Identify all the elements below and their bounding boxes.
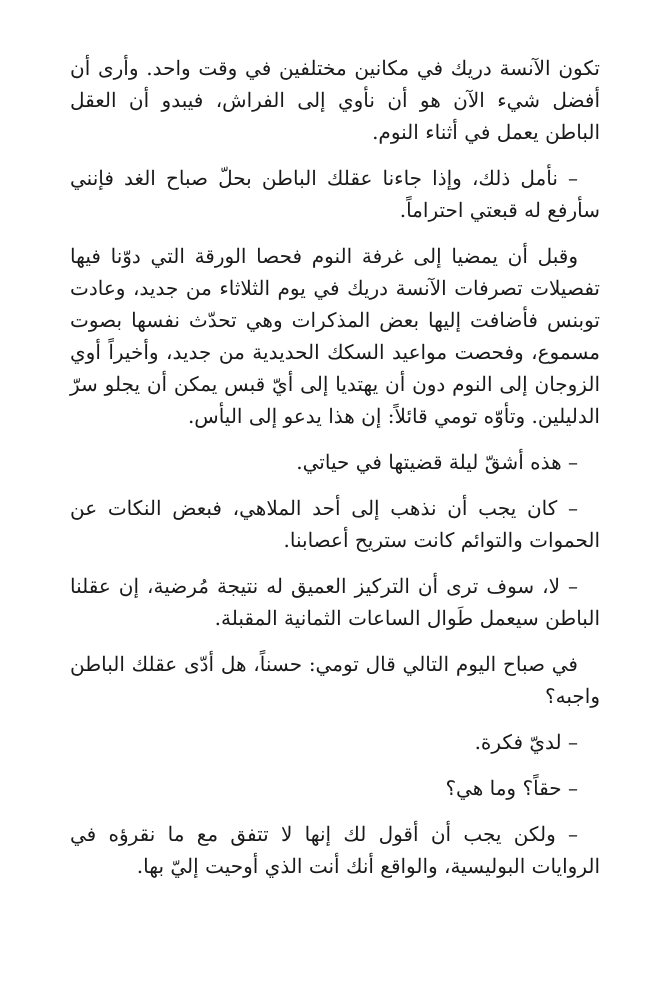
paragraph: تكون الآنسة دريك في مكانين مختلفين في وقت واحد. وأرى أن أفضل شيء الآن هو أن نأوي إلى الفراش، فيبدو أن العقل الباطن يعمل في أثناء النوم. [70,56,600,144]
paragraph: في صباح اليوم التالي قال تومي: حسناً، هل أدّى عقلك الباطن واجبه؟ [70,652,600,708]
book-page [70,52,600,896]
dialogue-paragraph: – كان يجب أن نذهب إلى أحد الملاهي، فبعض النكات عن الحموات والتوائم كانت ستريح أعصابنا. [70,496,600,552]
dialogue-paragraph: – هذه أشقّ ليلة قضيتها في حياتي. [296,450,578,474]
dialogue-paragraph: – لا، سوف ترى أن التركيز العميق له نتيجة مُرضية، إن عقلنا الباطن سيعمل طَوال الساعات الثمانية المقبلة. [70,574,600,630]
dialogue-paragraph: – نأمل ذلك، وإذا جاءنا عقلك الباطن بحلّ صباح الغد فإنني سأرفع له قبعتي احتراماً. [70,166,600,222]
dialogue-paragraph: – لديّ فكرة. [474,730,578,754]
dialogue-paragraph: – ولكن يجب أن أقول لك إنها لا تتفق مع ما نقرؤه في الروايات البوليسية، والواقع أنك أنت الذي أوحيت إليّ بها. [70,822,600,878]
paragraph: وقبل أن يمضيا إلى غرفة النوم فحصا الورقة التي دوّنا فيها تفصيلات تصرفات الآنسة دريك في يوم الثلاثاء من جديد، وعادت توبنس فأضافت إليها بعض المذكرات وهي تحدّث نفسها بصوت مسموع، وفحصت مواعيد السكك الحديدية من جديد، وأخيراً أوي الزوجان إلى النوم دون أن يهتديا إلى أيّ قبس يمكن أن يجلو سرّ الدليلين. وتأوّه تومي قائلاً: إن هذا يدعو إلى اليأس. [70,244,600,428]
dialogue-paragraph: – حقاً؟ وما هي؟ [445,776,578,800]
